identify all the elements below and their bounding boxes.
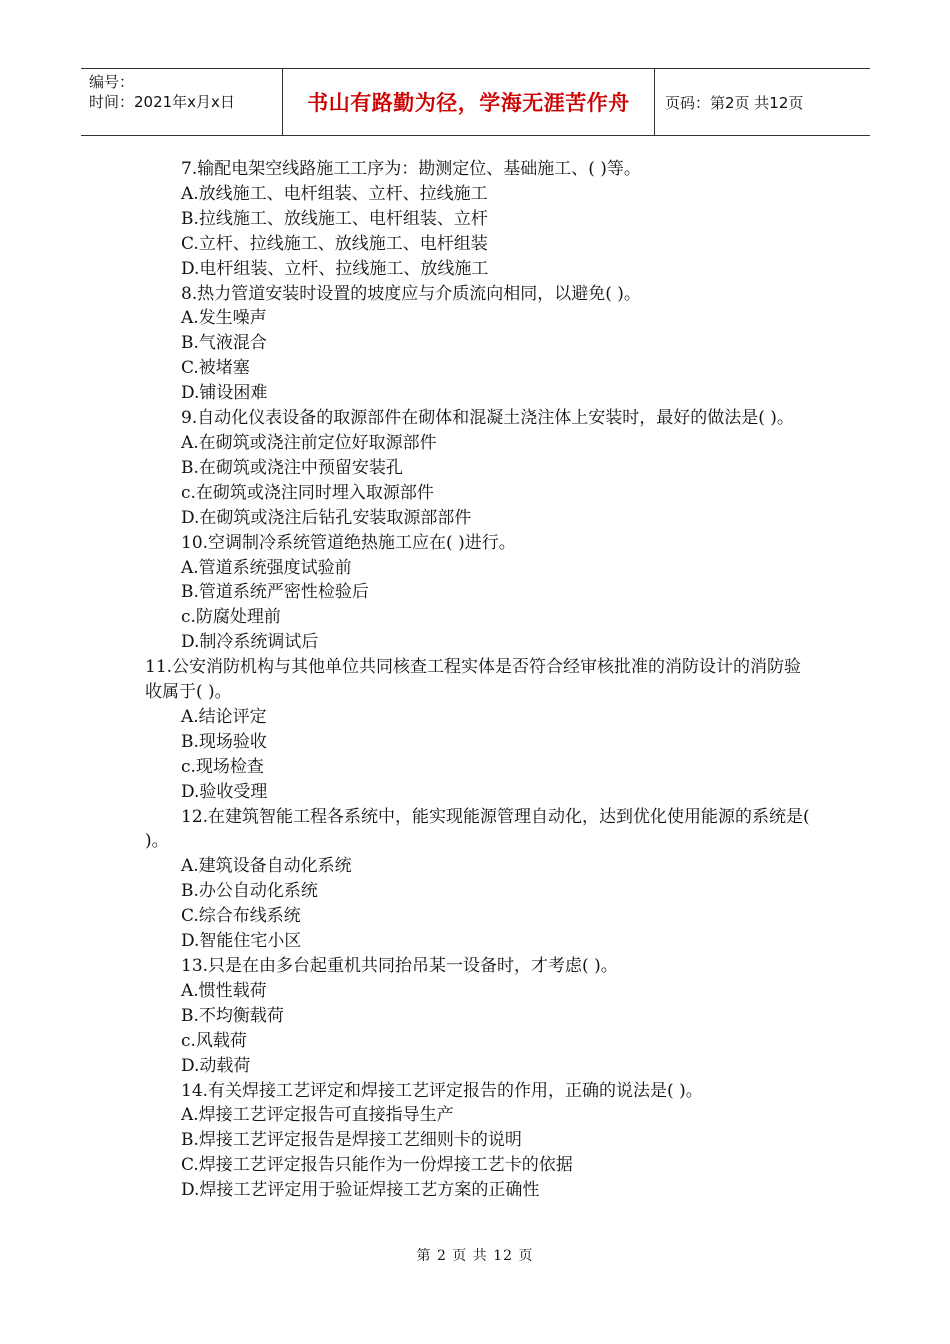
option: D.在砌筑或浇注后钻孔安装取源部部件 <box>181 507 472 528</box>
option: A.发生噪声 <box>181 308 267 329</box>
option: c.在砌筑或浇注同时埋入取源部件 <box>181 482 434 503</box>
question-stem-7: 7.输配电架空线路施工工序为：勘测定位、基础施工、( )等。 <box>181 159 641 179</box>
option: D.电杆组装、立杆、拉线施工、放线施工 <box>181 258 489 279</box>
option: B.气液混合 <box>181 333 267 354</box>
option: C.立杆、拉线施工、放线施工、电杆组装 <box>181 233 488 254</box>
option: D.智能住宅小区 <box>181 931 302 952</box>
option: C.焊接工艺评定报告只能作为一份焊接工艺卡的依据 <box>181 1155 573 1176</box>
option: A.放线施工、电杆组装、立杆、拉线施工 <box>181 183 488 204</box>
option: A.建筑设备自动化系统 <box>181 856 352 877</box>
question-stem-14: 14.有关焊接工艺评定和焊接工艺评定报告的作用，正确的说法是( )。 <box>181 1080 703 1101</box>
document-number-label: 编号： <box>89 73 135 91</box>
question-stem-13: 13.只是在由多台起重机共同抬吊某一设备时，才考虑( )。 <box>181 956 618 976</box>
option: C.被堵塞 <box>181 358 250 379</box>
option: c.防腐处理前 <box>181 607 281 628</box>
page-footer: 第 2 页 共 12 页 <box>416 1248 534 1264</box>
option: B.拉线施工、放线施工、电杆组装、立杆 <box>181 208 488 229</box>
header-motto: 书山有路勤为径，学海无涯苦作舟 <box>283 69 655 135</box>
option: D.焊接工艺评定用于验证焊接工艺方案的正确性 <box>181 1180 540 1201</box>
option: D.验收受理 <box>181 781 268 802</box>
option: A.惯性载荷 <box>181 980 267 1001</box>
option: B.办公自动化系统 <box>181 881 318 902</box>
header-left-cell <box>81 69 283 135</box>
question-stem-9: 9.自动化仪表设备的取源部件在砌体和混凝土浇注体上安装时，最好的做法是( )。 <box>181 408 794 429</box>
option: A.在砌筑或浇注前定位好取源部件 <box>181 432 437 453</box>
option: B.现场验收 <box>181 731 267 752</box>
option: B.焊接工艺评定报告是焊接工艺细则卡的说明 <box>181 1130 522 1151</box>
option: C.综合布线系统 <box>181 906 301 927</box>
option: A.结论评定 <box>181 706 267 727</box>
option: D.制冷系统调试后 <box>181 632 319 653</box>
option: B.在砌筑或浇注中预留安装孔 <box>181 457 403 478</box>
option: A.焊接工艺评定报告可直接指导生产 <box>181 1105 454 1126</box>
question-stem-11: 11.公安消防机构与其他单位共同核查工程实体是否符合经审核批准的消防设计的消防验收属于( )。 <box>145 657 802 703</box>
question-stem-10: 10.空调制冷系统管道绝热施工应在( )进行。 <box>181 532 516 553</box>
option: A.管道系统强度试验前 <box>181 557 352 578</box>
option: D.铺设困难 <box>181 383 268 404</box>
option: B.管道系统严密性检验后 <box>181 582 369 603</box>
option: B.不均衡载荷 <box>181 1005 284 1026</box>
option: D.动载荷 <box>181 1055 251 1076</box>
document-date-label: 时间：2021年x月x日 <box>89 93 235 111</box>
page-header <box>81 68 870 136</box>
option: c.风载荷 <box>181 1030 247 1051</box>
header-page-label: 页码：第2页 共12页 <box>665 93 804 112</box>
question-stem-12: 12.在建筑智能工程各系统中，能实现能源管理自动化，达到优化使用能源的系统是( )。 <box>145 806 810 852</box>
question-stem-8: 8.热力管道安装时设置的坡度应与介质流向相同，以避免( )。 <box>181 283 641 304</box>
question-list <box>145 157 810 1203</box>
option: c.现场检查 <box>181 756 264 777</box>
